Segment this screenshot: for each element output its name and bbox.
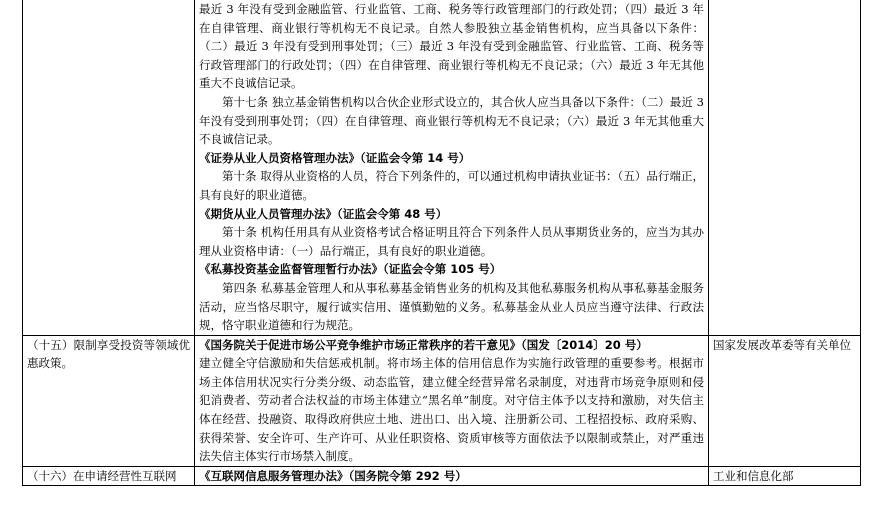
department-cell [709,466,861,486]
table-body [23,0,861,486]
regulation-heading: 《证券从业人员资格管理办法》（证监会令第 14 号） [199,150,471,165]
regulation-heading: 《互联网信息服务管理办法》（国务院令第 292 号） [199,468,467,483]
regulation-heading: 《期货从业人员管理办法》（证监会令第 48 号） [199,206,448,221]
table-row-continuation [23,0,861,335]
item-cell [23,466,195,486]
item-label: （十五）限制享受投资等领域优惠政策。 [27,337,190,371]
table-row-item-16 [23,466,861,486]
paragraph: 第十七条 独立基金销售机构以合伙企业形式设立的，其合伙人应当具备以下条件：（二）最近 3 年没有受到刑事处罚；（四）在自律管理、商业银行等机构无不良记录；（六）最近 3 年无其他重大不良诚信记录。 [199,94,704,147]
department-cell [709,0,861,335]
regulation-heading: 《私募投资基金监督管理暂行办法》（证监会令第 105 号） [199,262,502,277]
paragraph: 第四条 私募基金管理人和从事私募基金销售业务的机构及其他私募服务机构从事私募基金服务活动，应当恪尽职守，履行诚实信用、谨慎勤勉的义务。私募基金从业人员应当遵守法律、行政法规，恪守职业道德和行为规范。 [199,280,704,333]
content-cell [195,0,709,335]
regulation-table [22,0,861,486]
item-cell [23,0,195,335]
item-cell [23,335,195,466]
paragraph: 最近 3 年没有受到金融监管、行业监管、工商、税务等行政管理部门的行政处罚；（四）最近 3 年在自律管理、商业银行等机构无不良记录。自然人参股独立基金销售机构，应当具备以下条件：（二）最近 3 年没有受到刑事处罚；（三）最近 3 年没有受到金融监管、行业监管、工商、税务等行政管理部门的行政处罚；（四）在自律管理、商业银行等机构无不良记录；（六）最近 3 年无其他重大不良诚信记录。 [199,2,704,91]
department-label: 工业和信息化部 [713,468,794,483]
paragraph: 第十条 取得从业资格的人员，符合下列条件的，可以通过机构申请执业证书：（五）品行端正，具有良好的职业道德。 [199,169,704,202]
item-label: （十六）在申请经营性互联网 [27,468,177,483]
paragraph: 建立健全守信激励和失信惩戒机制。将市场主体的信用信息作为实施行政管理的重要参考。根据市场主体信用状况实行分类分级、动态监管，建立健全经营异常名录制度，对违背市场竞争原则和侵犯消费者、劳动者合法权益的市场主体建立“黑名单”制度。对守信主体予以支持和激励，对失信主体在经营、投融资、取得政府供应土地、进出口、出入境、注册新公司、工程招投标、政府采购、获得荣誉、安全许可、生产许可、从业任职资格、资质审核等方面依法予以限制或禁止，对严重违法失信主体实行市场禁入制度。 [199,356,704,464]
department-label: 国家发展改革委等有关单位 [713,337,851,352]
department-cell [709,335,861,466]
content-cell [195,335,709,466]
paragraph: 第十条 机构任用具有从业资格考试合格证明且符合下列条件人员从事期货业务的，应当为其办理从业资格申请：（一）品行端正，具有良好的职业道德。 [199,225,704,258]
regulation-heading: 《国务院关于促进市场公平竞争维护市场正常秩序的若干意见》（国发〔2014〕20 号） [199,337,648,352]
content-cell [195,466,709,486]
table-row-item-15 [23,335,861,466]
